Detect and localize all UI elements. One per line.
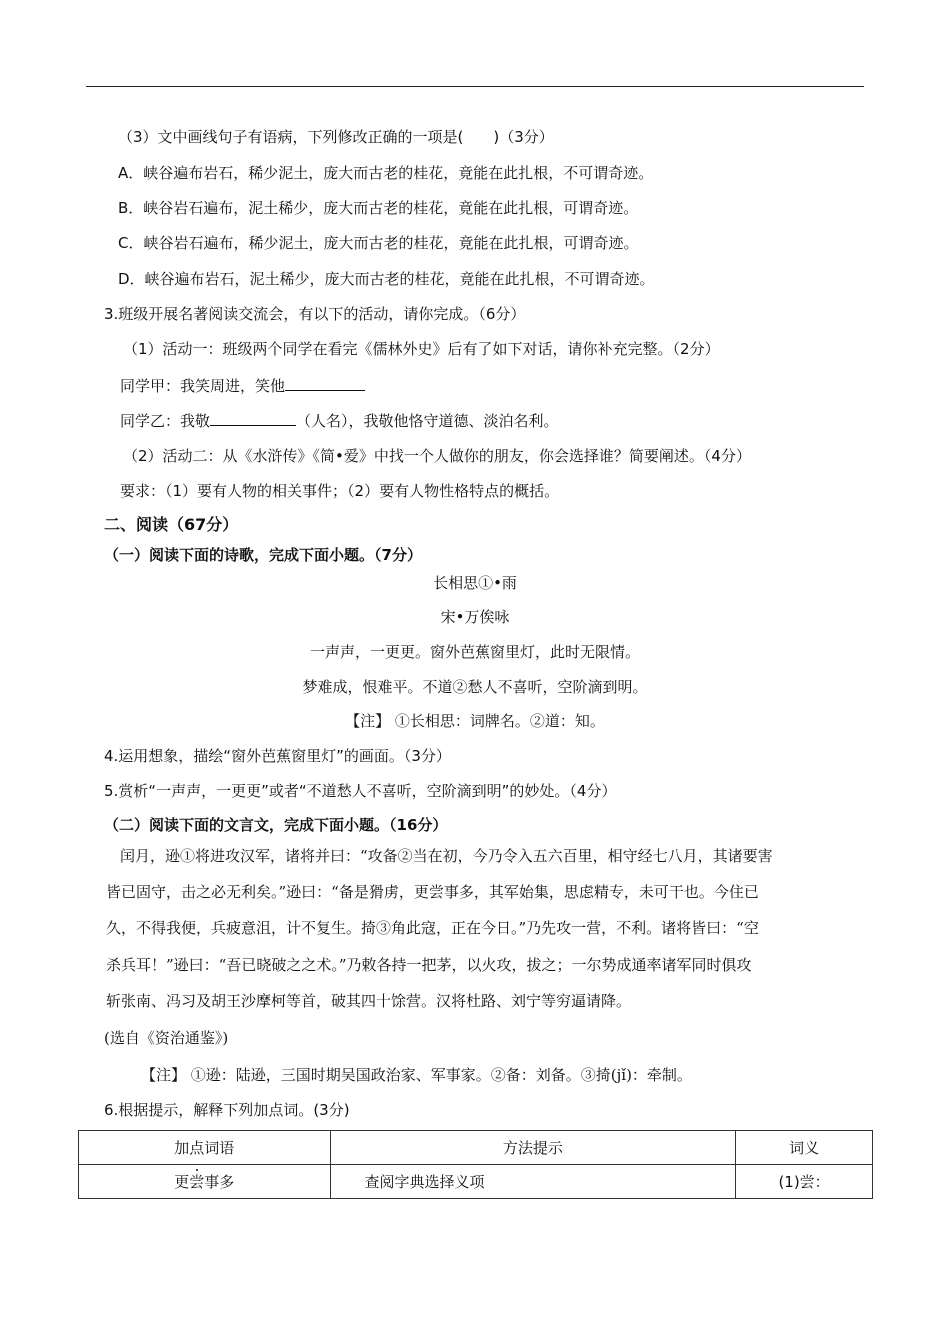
student-b-text: 同学乙：我敬 xyxy=(120,412,211,430)
student-b-line xyxy=(120,410,559,431)
definition-table xyxy=(78,1130,873,1199)
option-d: D．峡谷遍布岩石，泥土稀少，庞大而古老的桂花，竟能在此扎根，不可谓奇迹。 xyxy=(118,270,655,288)
part-1-title-line xyxy=(104,545,422,565)
passage-note: 【注】 ①逊：陆逊，三国时期吴国政治家、军事家。②备：刘备。③掎(jǐ)：牵制。 xyxy=(141,1066,692,1084)
word-dotted: 尝 xyxy=(189,1173,205,1191)
part-2-score: （16分） xyxy=(389,816,448,834)
section-2-title: 二、阅读（67分） xyxy=(104,515,239,534)
question-5: 5.赏析“一声声，一更更”或者“不道愁人不喜听，空阶滴到明”的妙处。（4分） xyxy=(104,782,617,800)
header-word: 加点词语 xyxy=(79,1131,331,1165)
table-header-row xyxy=(79,1131,873,1165)
word-pre: 更 xyxy=(174,1173,190,1191)
cell-meaning[interactable]: (1)尝： xyxy=(736,1165,873,1199)
passage-line-1: 闰月，逊①将进攻汉军，诸将并曰：“攻备②当在初，今乃令入五六百里，相守经七八月，其诸要害 xyxy=(120,847,773,865)
student-b-text-post: （人名），我敬他恪守道德、淡泊名利。 xyxy=(296,412,559,430)
header-rule xyxy=(86,86,864,87)
cell-method: 查阅字典选择义项 xyxy=(330,1165,736,1199)
activity-2: （2）活动二：从《水浒传》《简•爱》中找一个人做你的朋友，你会选择谁？简要阐述。（4分） xyxy=(123,447,751,465)
poem-note: 【注】 ①长相思：词牌名。②道：知。 xyxy=(345,712,605,730)
question-2-3-stem: （3）文中画线句子有语病，下列修改正确的一项是( )（3分） xyxy=(118,128,554,146)
part-2-title: （二）阅读下面的文言文，完成下面小题。 xyxy=(104,816,390,834)
student-a-text: 同学甲：我笑周进，笑他 xyxy=(120,377,286,395)
poem-title: 长相思①•雨 xyxy=(433,574,517,592)
question-3-stem: 3.班级开展名著阅读交流会，有以下的活动，请你完成。（6分） xyxy=(104,305,526,323)
question-6: 6.根据提示，解释下列加点词。(3分) xyxy=(104,1101,350,1119)
poem-line-1: 一声声，一更更。窗外芭蕉窗里灯，此时无限情。 xyxy=(309,643,640,661)
header-method: 方法提示 xyxy=(330,1131,736,1165)
poem-line-2: 梦难成，恨难平。不道②愁人不喜听，空阶滴到明。 xyxy=(302,678,648,696)
passage-line-5: 斩张南、冯习及胡王沙摩柯等首，破其四十馀营。汉将杜路、刘宁等穷逼请降。 xyxy=(106,992,632,1010)
part-2-title-line xyxy=(104,815,447,835)
word-post: 事多 xyxy=(204,1173,235,1191)
student-a-line xyxy=(120,375,365,396)
poem-author: 宋•万俟咏 xyxy=(440,608,510,626)
answer-blank-1[interactable] xyxy=(285,375,365,391)
part-1-title: （一）阅读下面的诗歌，完成下面小题。 xyxy=(104,546,375,564)
part-1-score: （7分） xyxy=(374,546,422,564)
cell-word xyxy=(79,1165,331,1199)
passage-line-2: 皆已固守，击之必无利矣。”逊曰：“备是猾虏，更尝事多，其军始集，思虑精专，未可干也。今住已 xyxy=(106,883,759,901)
option-a: A．峡谷遍布岩石，稀少泥土，庞大而古老的桂花，竟能在此扎根，不可谓奇迹。 xyxy=(118,164,654,182)
table-row xyxy=(79,1165,873,1199)
answer-blank-2[interactable] xyxy=(210,410,296,426)
source: (选自《资治通鉴》) xyxy=(104,1029,229,1047)
passage-line-4: 杀兵耳！”逊曰：“吾已晓破之之术。”乃敕各持一把茅，以火攻，拔之；一尔势成通率诸军同时俱攻 xyxy=(106,956,752,974)
option-c: C．峡谷岩石遍布，稀少泥土，庞大而古老的桂花，竟能在此扎根，可谓奇迹。 xyxy=(118,234,639,252)
requirement: 要求：（1）要有人物的相关事件；（2）要有人物性格特点的概括。 xyxy=(120,482,560,500)
header-meaning: 词义 xyxy=(736,1131,873,1165)
activity-1: （1）活动一：班级两个同学在看完《儒林外史》后有了如下对话，请你补充完整。（2分） xyxy=(123,340,720,358)
passage-line-3: 久，不得我便，兵疲意沮，计不复生。掎③角此寇，正在今日。”乃先攻一营，不利。诸将皆曰：“空 xyxy=(106,919,759,937)
question-4: 4.运用想象，描绘“窗外芭蕉窗里灯”的画面。（3分） xyxy=(104,747,451,765)
option-b: B．峡谷岩石遍布，泥土稀少，庞大而古老的桂花，竟能在此扎根，可谓奇迹。 xyxy=(118,199,639,217)
